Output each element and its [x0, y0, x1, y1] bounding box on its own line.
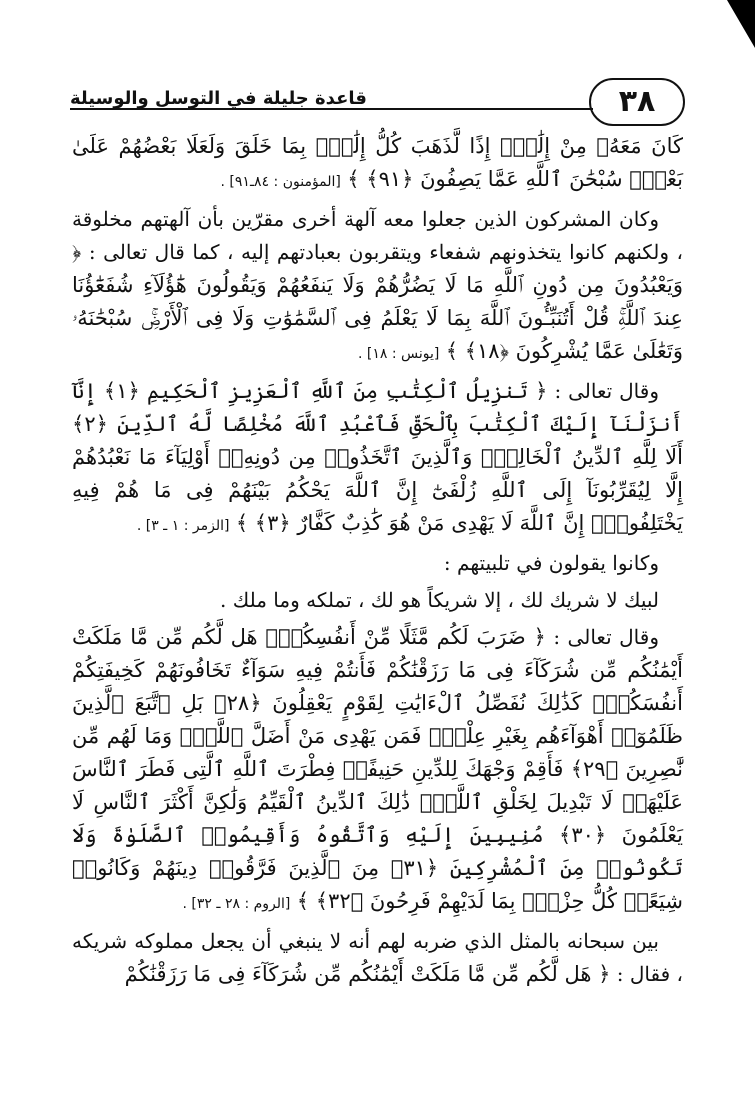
paragraph-3: [72, 375, 683, 543]
talbiya-line: [72, 584, 683, 617]
page-corner-mark: [727, 0, 755, 48]
verse-reference: [المؤمنون : ٨٤ـ٩١] .: [220, 174, 341, 190]
paragraph-5: [72, 621, 683, 921]
verse-reference: [الزمر : ١ ـ ٣] .: [136, 518, 230, 534]
verse-reference: [الروم : ٢٨ ـ ٣٢] .: [182, 896, 291, 912]
body-text: وقال تعالى :: [554, 379, 659, 403]
quran-verse: ﴿ هَل لَّكُم مِّن مَّا مَلَكَتْ أَيْمَٰنُكُم مِّن شُرَكَآءَ فِى مَا رَزَقْنَٰكُمْ: [124, 962, 611, 986]
verse-reference: [يونس : ١٨] .: [358, 346, 440, 362]
page-body: [72, 130, 683, 1084]
body-text: وقال تعالى :: [553, 625, 659, 649]
running-title: قاعدة جليلة في التوسل والوسيلة: [70, 88, 367, 109]
poem-text: لبيك لا شريك لك ، إلا شريكاً هو لك ، تملكه وما ملك .: [220, 588, 659, 612]
quran-verse: كَانَ مَعَهُۥ مِنْ إِلَٰهٍۚ إِذًا لَّذَهَبَ كُلُّ إِلَٰهٍۭ بِمَا خَلَقَ وَلَعَلَا بَعْضُهُمْ عَلَىٰ بَعْضٍۚ سُبْحَٰنَ ٱللَّهِ عَمَّا يَصِفُونَ ﴿٩١﴾ ﴾: [72, 134, 683, 191]
page-number: ٣٨: [589, 78, 685, 126]
quran-verse: ﴿ ضَرَبَ لَكُم مَّثَلًا مِّنْ أَنفُسِكُمْۖ هَل لَّكُم مِّن مَّا مَلَكَتْ أَيْمَٰنُكُم مِّن شُرَكَآءَ فِى مَا رَزَقْنَٰكُمْ فَأَنتُمْ فِيهِ سَوَآءٌ تَخَافُونَهُمْ كَخِيفَتِكُمْ أَنفُسَكُمْۚ كَذَٰلِكَ نُفَصِّلُ ٱلْءَايَٰتِ لِقَوْمٍ يَعْقِلُونَ ﴿٢٨﴾ بَلِ ٱتَّبَعَ ٱلَّذِينَ ظَلَمُوٓا۟ أَهْوَآءَهُم بِغَيْرِ عِلْمٍۖ فَمَن يَهْدِى مَنْ أَضَلَّ ٱللَّهُۖ وَمَا لَهُم مِّن نَّٰصِرِينَ ﴿٢٩﴾ فَأَقِمْ وَجْهَكَ لِلدِّينِ حَنِيفًاۚ فِطْرَتَ ٱللَّهِ ٱلَّتِى فَطَرَ ٱلنَّاسَ عَلَيْهَاۚ لَا تَبْدِيلَ لِخَلْقِ ٱللَّهِۚ ذَٰلِكَ ٱلدِّينُ ٱلْقَيِّمُ وَلَٰكِنَّ أَكْثَرَ ٱلنَّاسِ لَا يَعْلَمُونَ ﴿٣٠﴾ مُنِيبِينَ إِلَيْهِ وَٱتَّقُوهُ وَأَقِيمُوا۟ ٱلصَّلَوٰةَ وَلَا تَكُونُوا۟ مِنَ ٱلْمُشْرِكِينَ ﴿٣١﴾ مِنَ ٱلَّذِينَ فَرَّقُوا۟ دِينَهُمْ وَكَانُوا۟ شِيَعًاۖ كُلُّ حِزْبٍۭ بِمَا لَدَيْهِمْ فَرِحُونَ ﴿٣٢﴾ ﴾: [72, 625, 683, 913]
body-text: وكانوا يقولون في تلبيتهم :: [443, 551, 659, 575]
page-header: [70, 78, 685, 122]
paragraph-6: [72, 925, 683, 991]
paragraph-4: [72, 547, 683, 580]
body-text: بين سبحانه بالمثل الذي ضربه لهم أنه لا ينبغي أن يجعل مملوكه شريكه ، فقال :: [72, 929, 683, 986]
body-text: وكان المشركون الذين جعلوا معه آلهة أخرى مقرّين بأن آلهتهم مخلوقة ، ولكنهم كانوا يتخذونهم شفعاء ويتقربون بعبادتهم إليه ، كما قال تعالى :: [72, 207, 684, 264]
paragraph-1: [72, 130, 683, 199]
quran-verse: ﴿ وَيَعْبُدُونَ مِن دُونِ ٱللَّهِ مَا لَا يَضُرُّهُمْ وَلَا يَنفَعُهُمْ وَيَقُولُونَ هَٰٓؤُلَآءِ شُفَعَٰٓؤُنَا عِندَ ٱللَّهِۚ قُلْ أَتُنَبِّـُٔونَ ٱللَّهَ بِمَا لَا يَعْلَمُ فِى ٱلسَّمَٰوَٰتِ وَلَا فِى ٱلْأَرْضِۚ سُبْحَٰنَهُۥ وَتَعَٰلَىٰ عَمَّا يُشْرِكُونَ ﴿١٨﴾ ﴾: [72, 240, 683, 363]
paragraph-2: [72, 203, 683, 371]
quran-verse: ﴿ تَنزِيلُ ٱلْكِتَٰبِ مِنَ ٱللَّهِ ٱلْعَزِيزِ ٱلْحَكِيمِ ﴿١﴾ إِنَّآ أَنزَلْنَآ إِلَيْكَ ٱلْكِتَٰبَ بِٱلْحَقِّ فَٱعْبُدِ ٱللَّهَ مُخْلِصًا لَّهُ ٱلدِّينَ ﴿٢﴾ أَلَا لِلَّهِ ٱلدِّينُ ٱلْخَالِصُۚ وَٱلَّذِينَ ٱتَّخَذُوا۟ مِن دُونِهِۦٓ أَوْلِيَآءَ مَا نَعْبُدُهُمْ إِلَّا لِيُقَرِّبُونَآ إِلَى ٱللَّهِ زُلْفَىٰٓ إِنَّ ٱللَّهَ يَحْكُمُ بَيْنَهُمْ فِى مَا هُمْ فِيهِ يَخْتَلِفُونَۗ إِنَّ ٱللَّهَ لَا يَهْدِى مَنْ هُوَ كَٰذِبٌ كَفَّارٌ ﴿٣﴾ ﴾: [72, 379, 683, 535]
